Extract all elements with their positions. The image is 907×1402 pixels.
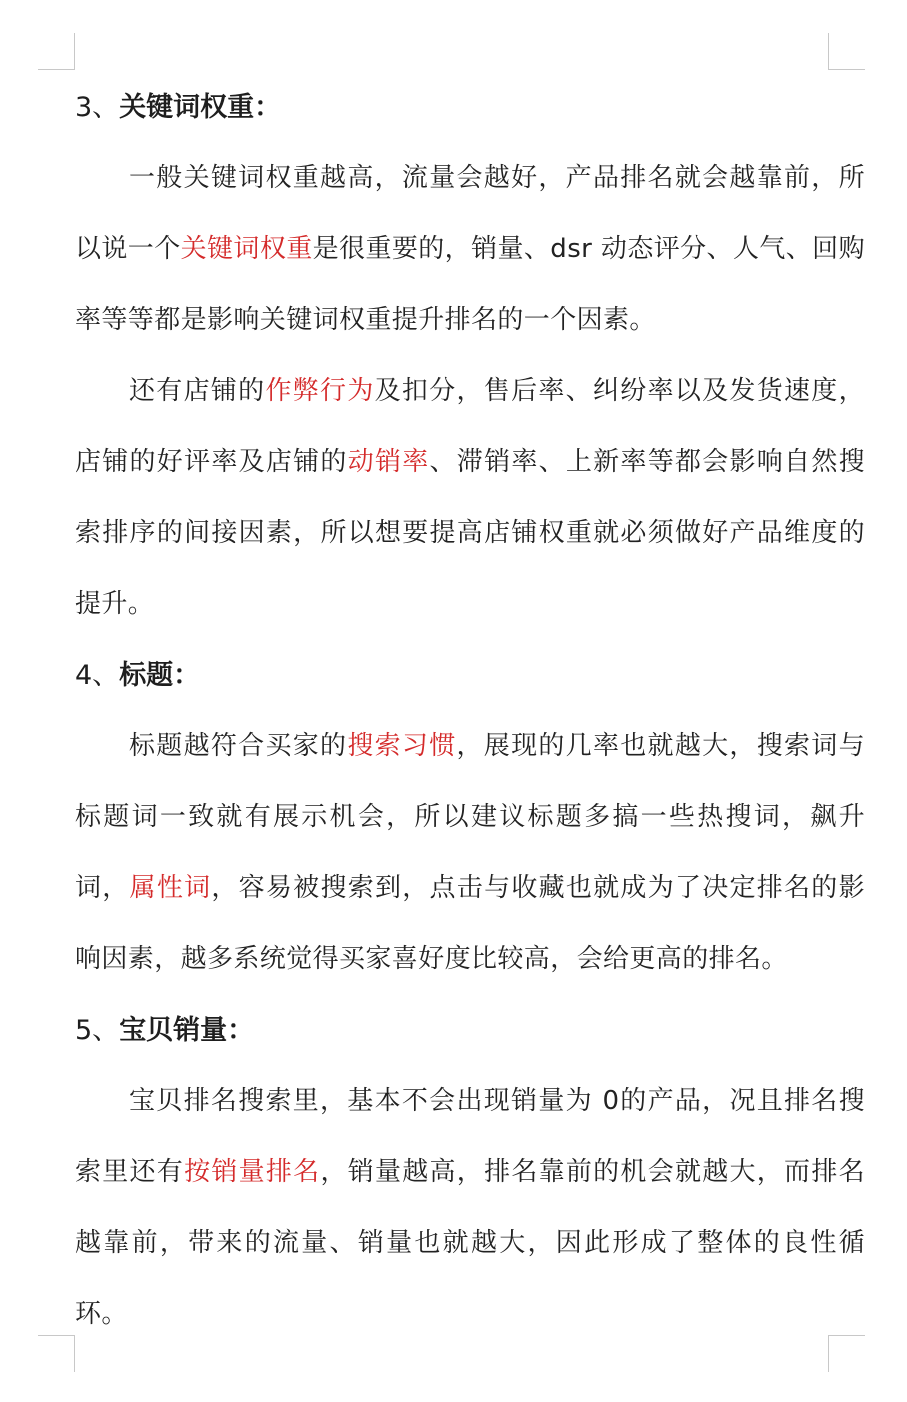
page-corner-mark-top-right <box>828 33 865 70</box>
page-corner-mark-top-left <box>38 33 75 70</box>
section-number: 4、 <box>75 660 120 691</box>
highlighted-term: 关键词权重 <box>180 234 313 264</box>
section-number: 3、 <box>75 92 120 123</box>
text-run: 还有店铺的 <box>129 376 266 406</box>
page-corner-mark-bottom-left <box>38 1335 75 1372</box>
highlighted-term: 动销率 <box>347 447 430 477</box>
text-run: 是很重要的，销量、dsr 动态评分、人气、回购率等等都是影响关键词权重提升排名的一个因素。 <box>75 234 865 335</box>
highlighted-term: 搜索习惯 <box>347 731 457 761</box>
text-run: 、滞销率、上新率等都会影响自然搜索排序的间接因素，所以想要提高店铺权重就必须做好产品维度的提升。 <box>75 447 865 619</box>
section-heading-keyword-weight <box>75 72 865 143</box>
highlighted-term: 属性词 <box>129 873 212 903</box>
section-heading-item-sales <box>75 995 865 1066</box>
text-run: 一般关键词权重越高，流量会越好，产品排名就会越靠前，所以说一个 <box>75 163 865 264</box>
section-title: 宝贝销量： <box>119 1015 255 1046</box>
paragraph <box>75 356 865 640</box>
document-body <box>75 72 865 1350</box>
section-title: 标题： <box>119 660 201 691</box>
section-title: 关键词权重： <box>119 92 282 123</box>
highlighted-term: 按销量排名 <box>184 1157 321 1187</box>
paragraph <box>75 711 865 995</box>
text-run: ，销量越高，排名靠前的机会就越大，而排名越靠前，带来的流量、销量也就越大，因此形成了整体的良性循环。 <box>75 1157 865 1329</box>
text-run: 宝贝排名搜索里，基本不会出现销量为 0的产品，况且排名搜索里还有 <box>75 1086 865 1187</box>
text-run: 标题越符合买家的 <box>129 731 348 761</box>
section-heading-title <box>75 640 865 711</box>
highlighted-term: 作弊行为 <box>265 376 375 406</box>
text-run: 及扣分，售后率、纠纷率以及发货速度，店铺的好评率及店铺的 <box>75 376 865 477</box>
paragraph <box>75 143 865 356</box>
paragraph <box>75 1066 865 1350</box>
text-run: ，展现的几率也就越大，搜索词与标题词一致就有展示机会，所以建议标题多搞一些热搜词，飙升词， <box>75 731 865 903</box>
section-number: 5、 <box>75 1015 120 1046</box>
text-run: ，容易被搜索到，点击与收藏也就成为了决定排名的影响因素，越多系统觉得买家喜好度比较高，会给更高的排名。 <box>75 873 865 974</box>
